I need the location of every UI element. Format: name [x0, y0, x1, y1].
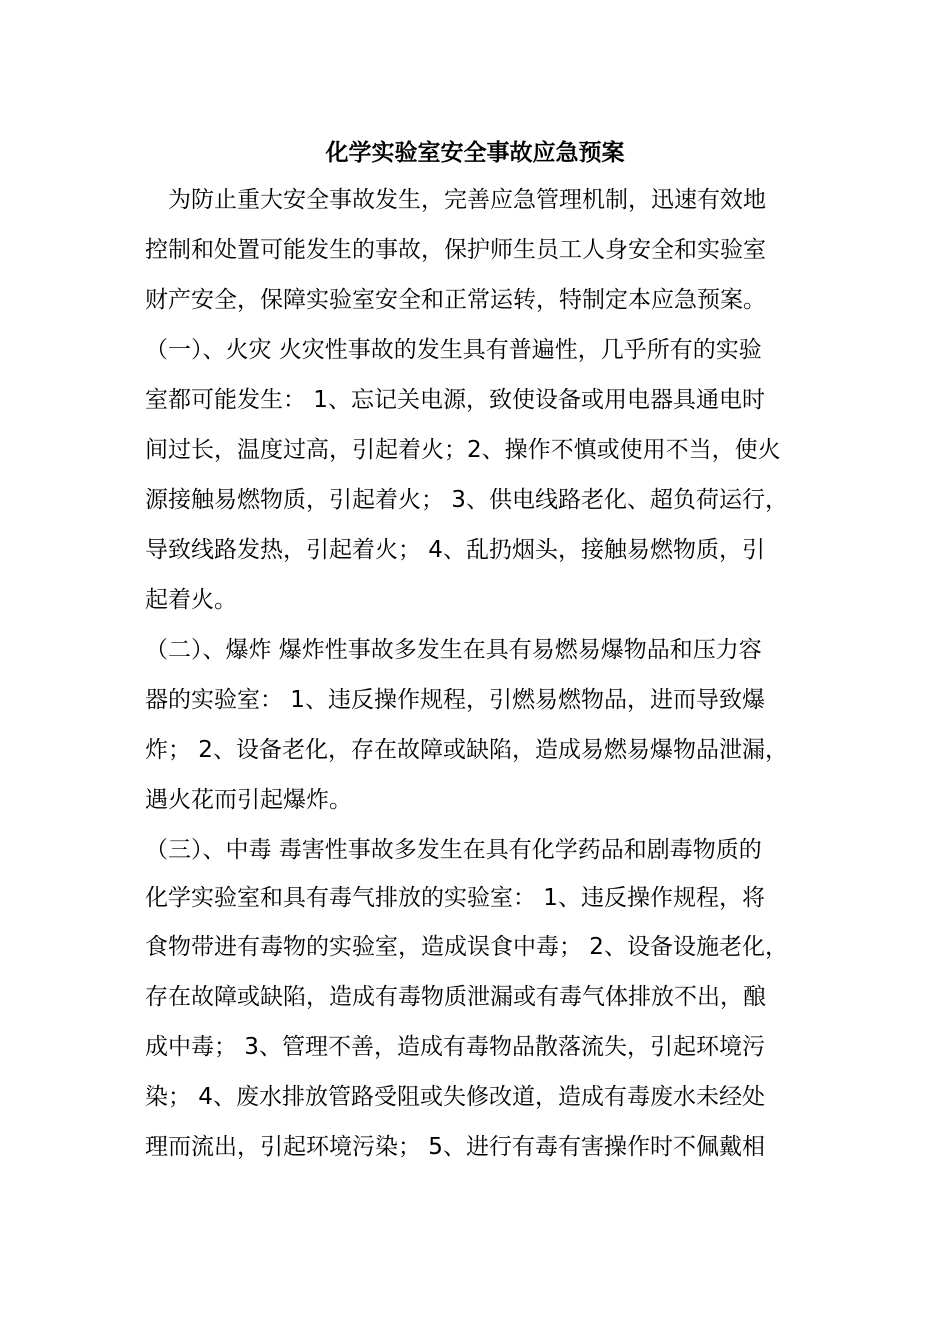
text-line: 起着火。	[145, 587, 237, 613]
text-line: 存在故障或缺陷，造成有毒物质泄漏或有毒气体排放不出，酿	[145, 984, 766, 1010]
text-line: 染； 4、废水排放管路受阻或失修改道，造成有毒废水未经处	[145, 1084, 765, 1110]
text-line: 炸； 2、设备老化，存在故障或缺陷，造成易燃易爆物品泄漏，	[145, 737, 788, 763]
text-line: 成中毒； 3、管理不善，造成有毒物品散落流失，引起环境污	[145, 1034, 765, 1060]
text-line: （二）、爆炸 爆炸性事故多发生在具有易燃易爆物品和压力容	[145, 637, 762, 663]
text-line: （一）、火灾 火灾性事故的发生具有普遍性，几乎所有的实验	[145, 337, 762, 363]
text-line: 源接触易燃物质，引起着火； 3、供电线路老化、超负荷运行，	[145, 487, 788, 513]
text-line: 间过长，温度过高，引起着火；2、操作不慎或使用不当，使火	[145, 437, 781, 463]
text-line: 室都可能发生： 1、忘记关电源，致使设备或用电器具通电时	[145, 387, 765, 413]
text-line: 食物带进有毒物的实验室，造成误食中毒； 2、设备设施老化，	[145, 934, 788, 960]
text-line: 理而流出，引起环境污染； 5、进行有毒有害操作时不佩戴相	[145, 1134, 765, 1160]
text-line: 化学实验室和具有毒气排放的实验室： 1、违反操作规程，将	[145, 885, 765, 911]
text-line: 器的实验室： 1、违反操作规程，引燃易燃物品，进而导致爆	[145, 687, 765, 713]
document-title: 化学实验室安全事故应急预案	[325, 140, 625, 166]
text-line: 控制和处置可能发生的事故，保护师生员工人身安全和实验室	[145, 237, 766, 263]
text-line: 遇火花而引起爆炸。	[145, 787, 352, 813]
text-line: 财产安全，保障实验室安全和正常运转，特制定本应急预案。	[145, 287, 766, 313]
text-line: 导致线路发热，引起着火； 4、乱扔烟头，接触易燃物质，引	[145, 537, 765, 563]
text-line: 为防止重大安全事故发生，完善应急管理机制，迅速有效地	[145, 187, 766, 213]
text-line: （三）、中毒 毒害性事故多发生在具有化学药品和剧毒物质的	[145, 837, 762, 863]
